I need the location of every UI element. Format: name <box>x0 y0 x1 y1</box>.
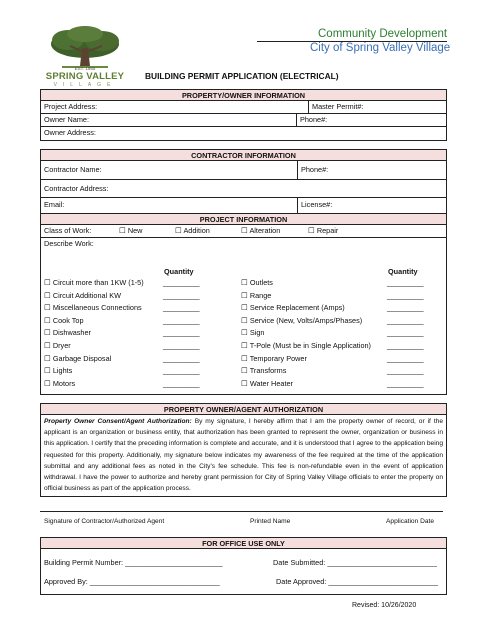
owner-address-row[interactable] <box>41 127 446 140</box>
contractor-address-row[interactable] <box>41 180 446 198</box>
quantity-field[interactable]: _________ <box>163 290 200 300</box>
email-label: Email: <box>44 200 65 209</box>
checkbox-icon: ☐ <box>241 303 248 313</box>
quantity-field[interactable]: _________ <box>163 303 200 313</box>
section-heading: CONTRACTOR INFORMATION <box>41 150 446 161</box>
option-label: Alteration <box>249 226 281 235</box>
section-heading: PROJECT INFORMATION <box>41 214 446 225</box>
item-label: Circuit more than 1KW (1-5) <box>52 278 144 287</box>
item-checkbox-row[interactable] <box>241 354 307 363</box>
revised-date: Revised: 10/26/2020 <box>352 602 417 609</box>
checkbox-icon: ☐ <box>44 328 51 338</box>
item-label: Transforms <box>249 366 287 376</box>
section-heading: FOR OFFICE USE ONLY <box>41 538 446 549</box>
item-label: Lights <box>52 366 73 376</box>
checkbox-icon: ☐ <box>241 353 248 363</box>
item-checkbox-row[interactable] <box>241 341 371 350</box>
org-line-2: City of Spring Valley Village <box>310 42 451 54</box>
work-repair-option[interactable] <box>308 225 338 237</box>
contractor-name-label: Contractor Name: <box>44 165 102 174</box>
owner-phone-label: Phone#: <box>300 115 328 124</box>
master-permit-label: Master Permit#: <box>312 102 364 111</box>
quantity-field[interactable]: _________ <box>387 315 424 325</box>
checkbox-icon: ☐ <box>119 226 126 235</box>
item-label: T-Pole (Must be in Single Application) <box>249 341 371 350</box>
option-label: Addition <box>183 226 210 235</box>
quantity-field[interactable]: _________ <box>163 328 200 338</box>
quantity-field[interactable]: _________ <box>387 290 424 300</box>
quantity-field[interactable]: _________ <box>163 341 200 350</box>
item-label: Outlets <box>249 278 273 287</box>
contractor-name-row[interactable] <box>41 161 446 180</box>
checkbox-icon: ☐ <box>241 226 248 235</box>
authorization-text <box>41 415 446 495</box>
office-use-section <box>40 537 447 595</box>
item-checkbox-row[interactable] <box>241 328 264 337</box>
item-label: Circuit Additional KW <box>52 290 121 300</box>
divider <box>296 114 297 126</box>
checkbox-icon: ☐ <box>44 341 51 350</box>
item-checkbox-row[interactable] <box>44 366 72 375</box>
quantity-field[interactable]: _________ <box>163 315 200 325</box>
divider <box>297 161 298 179</box>
authorization-section <box>40 403 447 497</box>
item-label: Service (New, Volts/Amps/Phases) <box>249 315 363 325</box>
logo-est: EST. 1955 <box>74 66 96 71</box>
application-date-label: Application Date <box>386 518 435 525</box>
item-label: Range <box>249 290 272 300</box>
checkbox-icon: ☐ <box>241 366 248 376</box>
authorization-body: By my signature, I hereby affirm that I am the property owner of record, or if the applicant is an organization or business entity, that authorization has been granted to represent the owner, organization or business in this application. I certify that the preceding information is complete and accurate, and it is understood that I agree to the application being requested for this property. Additionally, my signature below indicates my awareness of the fee required at the time of the application submittal and any additional fees as noted in the City's fee schedule. This fee is non-refundable even in the event of application withdrawal. I have the power to authorize and hereby grant permission for City of Spring Valley Village officials to enter the property on official business as part of the application process. <box>44 418 443 493</box>
quantity-header-right: Quantity <box>388 267 418 276</box>
item-checkbox-row[interactable] <box>44 379 75 388</box>
owner-name-row[interactable] <box>41 114 446 127</box>
checkbox-icon: ☐ <box>44 278 51 287</box>
section-heading: PROPERTY OWNER/AGENT AUTHORIZATION <box>41 404 446 415</box>
form-title: BUILDING PERMIT APPLICATION (ELECTRICAL) <box>145 71 339 81</box>
quantity-field[interactable]: _________ <box>387 366 424 376</box>
logo-name: SPRING VALLEY <box>45 71 125 82</box>
work-new-option[interactable] <box>119 225 142 237</box>
item-checkbox-row[interactable] <box>241 379 293 388</box>
checkbox-icon: ☐ <box>308 226 315 235</box>
item-label: Dishwasher <box>52 328 91 338</box>
describe-work-label: Describe Work: <box>44 239 94 248</box>
class-of-work-row <box>41 225 446 238</box>
quantity-field[interactable]: _________ <box>163 353 200 363</box>
checkbox-icon: ☐ <box>44 353 51 363</box>
describe-work-row[interactable] <box>41 238 446 251</box>
item-label: Miscellaneous Connections <box>52 303 142 313</box>
item-checkbox-row[interactable] <box>241 303 345 312</box>
item-checkbox-row[interactable] <box>44 341 71 350</box>
quantity-header-left: Quantity <box>164 267 194 276</box>
section-heading: PROPERTY/OWNER INFORMATION <box>41 90 446 101</box>
org-line-1: Community Development <box>318 28 448 40</box>
property-owner-section <box>40 89 447 141</box>
signature-line[interactable] <box>40 511 443 512</box>
checkbox-icon: ☐ <box>44 315 51 325</box>
owner-address-label: Owner Address: <box>44 128 96 137</box>
item-label: Service Replacement (Amps) <box>249 303 345 313</box>
quantity-field[interactable]: _________ <box>163 366 200 376</box>
project-address-row[interactable] <box>41 101 446 114</box>
checkbox-icon: ☐ <box>241 378 248 388</box>
item-checkbox-row[interactable] <box>44 278 144 287</box>
item-checkbox-row[interactable] <box>44 354 111 363</box>
logo-subtitle: VILLAGE <box>53 82 117 88</box>
work-addition-option[interactable] <box>175 225 210 237</box>
quantity-field[interactable]: _________ <box>163 378 200 388</box>
checkbox-icon: ☐ <box>241 315 248 325</box>
checkbox-icon: ☐ <box>175 226 182 235</box>
item-checkbox-row[interactable] <box>241 366 286 375</box>
quantity-field[interactable]: _________ <box>163 278 200 287</box>
license-label: License#: <box>301 200 333 209</box>
item-checkbox-row[interactable] <box>44 291 121 300</box>
permit-number-field[interactable]: Building Permit Number: ________________________ <box>44 558 223 567</box>
contractor-phone-label: Phone#: <box>301 165 329 174</box>
signature-label: Signature of Contractor/Authorized Agent <box>44 518 165 525</box>
item-label: Dryer <box>52 341 71 350</box>
quantity-field[interactable]: _________ <box>387 378 424 388</box>
item-checkbox-row[interactable] <box>44 303 142 312</box>
quantity-field[interactable]: _________ <box>387 278 424 287</box>
checkbox-icon: ☐ <box>241 328 248 338</box>
date-approved-field[interactable]: Date Approved: ___________________________ <box>276 577 438 586</box>
project-section <box>40 213 447 395</box>
item-checkbox-row[interactable] <box>241 291 271 300</box>
work-alteration-option[interactable] <box>241 225 280 237</box>
owner-name-label: Owner Name: <box>44 115 90 124</box>
authorization-lead: Property Owner Consent/Agent Authorization: <box>44 418 192 425</box>
checkbox-icon: ☐ <box>44 303 51 313</box>
divider <box>308 101 309 113</box>
class-of-work-label: Class of Work: <box>44 226 92 235</box>
checkbox-icon: ☐ <box>44 366 51 376</box>
quantity-field[interactable]: _________ <box>387 303 424 313</box>
item-checkbox-row[interactable] <box>241 278 273 287</box>
contractor-address-label: Contractor Address: <box>44 184 109 193</box>
date-submitted-field[interactable]: Date Submitted: ___________________________ <box>273 558 437 567</box>
item-label: Sign <box>249 328 265 338</box>
contractor-section <box>40 149 447 214</box>
quantity-field[interactable]: _________ <box>387 353 424 363</box>
option-label: New <box>127 226 143 235</box>
item-label: Garbage Disposal <box>52 353 112 363</box>
item-label: Water Heater <box>249 378 293 388</box>
item-label: Cook Top <box>52 315 84 325</box>
checkbox-icon: ☐ <box>241 278 248 287</box>
divider <box>297 198 298 213</box>
item-label: Temporary Power <box>249 353 307 363</box>
item-checkbox-row[interactable] <box>44 316 84 325</box>
item-label: Motors <box>52 378 76 388</box>
option-label: Repair <box>316 226 339 235</box>
checkbox-icon: ☐ <box>44 290 51 300</box>
checkbox-icon: ☐ <box>44 378 51 388</box>
quantity-field[interactable]: _________ <box>387 328 424 338</box>
project-address-label: Project Address: <box>44 102 98 111</box>
contractor-email-row[interactable] <box>41 198 446 213</box>
printed-name-label: Printed Name <box>250 518 291 525</box>
item-checkbox-row[interactable] <box>44 328 91 337</box>
approved-by-field[interactable]: Approved By: ________________________________ <box>44 577 220 586</box>
quantity-field[interactable]: _________ <box>387 341 424 350</box>
item-checkbox-row[interactable] <box>241 316 362 325</box>
checkbox-icon: ☐ <box>241 290 248 300</box>
checkbox-icon: ☐ <box>241 341 248 350</box>
